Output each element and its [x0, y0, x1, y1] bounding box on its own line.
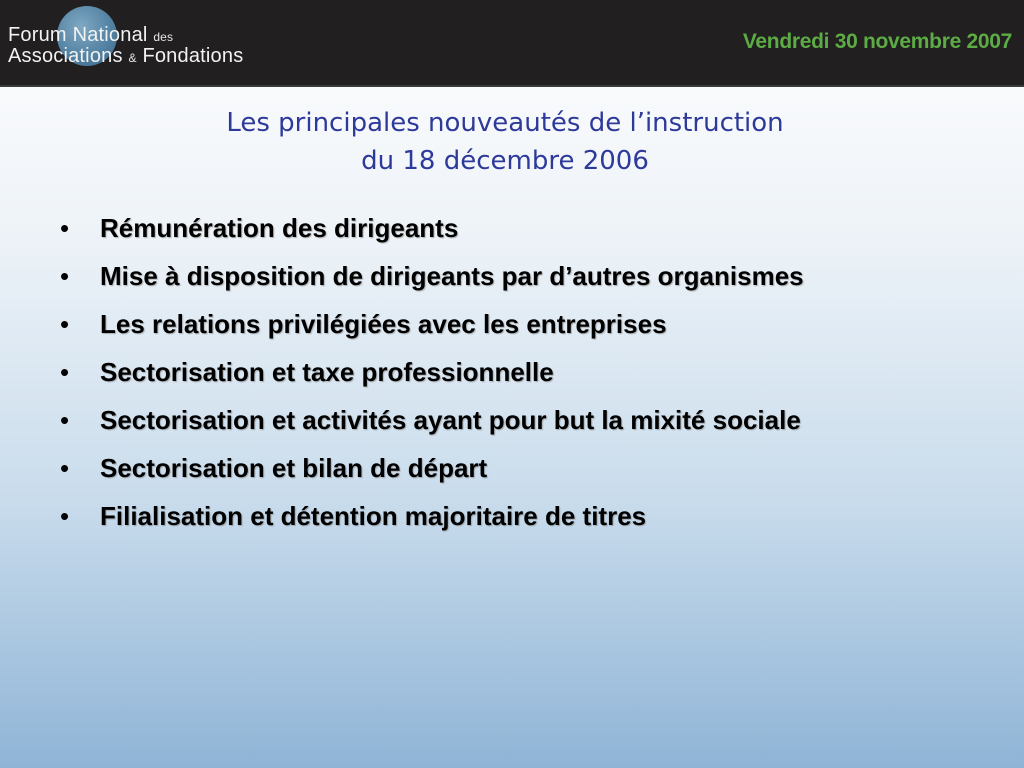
logo-word-ampersand: &	[128, 51, 137, 65]
bullet-text: Sectorisation et bilan de départ	[100, 453, 488, 483]
bullet-text: Sectorisation et activités ayant pour but la mixité sociale	[100, 405, 801, 435]
logo-word-fondations: Fondations	[142, 45, 244, 67]
bullet-marker: •	[60, 405, 70, 435]
bullet-text: Sectorisation et taxe professionnelle	[100, 357, 554, 387]
bullet-marker: •	[60, 213, 70, 243]
bullet-item	[60, 450, 920, 486]
logo-word-des: des	[153, 30, 174, 44]
bullet-item	[60, 306, 920, 342]
logo	[0, 0, 300, 85]
bullet-text: Les relations privilégiées avec les entreprises	[100, 309, 667, 339]
bullet-item	[60, 402, 920, 438]
logo-line-2	[8, 45, 243, 68]
slide-title-line-2: du 18 décembre 2006	[361, 146, 649, 176]
bullet-marker: •	[60, 261, 70, 291]
bullet-marker: •	[60, 501, 70, 531]
slide-title-line-1: Les principales nouveautés de l’instruction	[226, 108, 784, 138]
bullet-item	[60, 354, 920, 390]
logo-line-1	[8, 24, 173, 47]
bullet-marker: •	[60, 453, 70, 483]
bullet-list	[60, 210, 920, 546]
bullet-item	[60, 258, 920, 294]
bullet-text: Filialisation et détention majoritaire de titres	[100, 501, 647, 531]
event-date: Vendredi 30 novembre 2007	[742, 30, 1012, 53]
slide-title	[0, 104, 1010, 180]
logo-word-associations: Associations	[8, 45, 123, 67]
bullet-text: Mise à disposition de dirigeants par d’autres organismes	[100, 261, 804, 291]
bullet-marker: •	[60, 357, 70, 387]
logo-word-forum: Forum	[8, 24, 67, 46]
bullet-marker: •	[60, 309, 70, 339]
logo-word-national: National	[72, 24, 148, 46]
bullet-item	[60, 498, 920, 534]
header-bar	[0, 0, 1024, 87]
bullet-item	[60, 210, 920, 246]
bullet-text: Rémunération des dirigeants	[100, 213, 459, 243]
